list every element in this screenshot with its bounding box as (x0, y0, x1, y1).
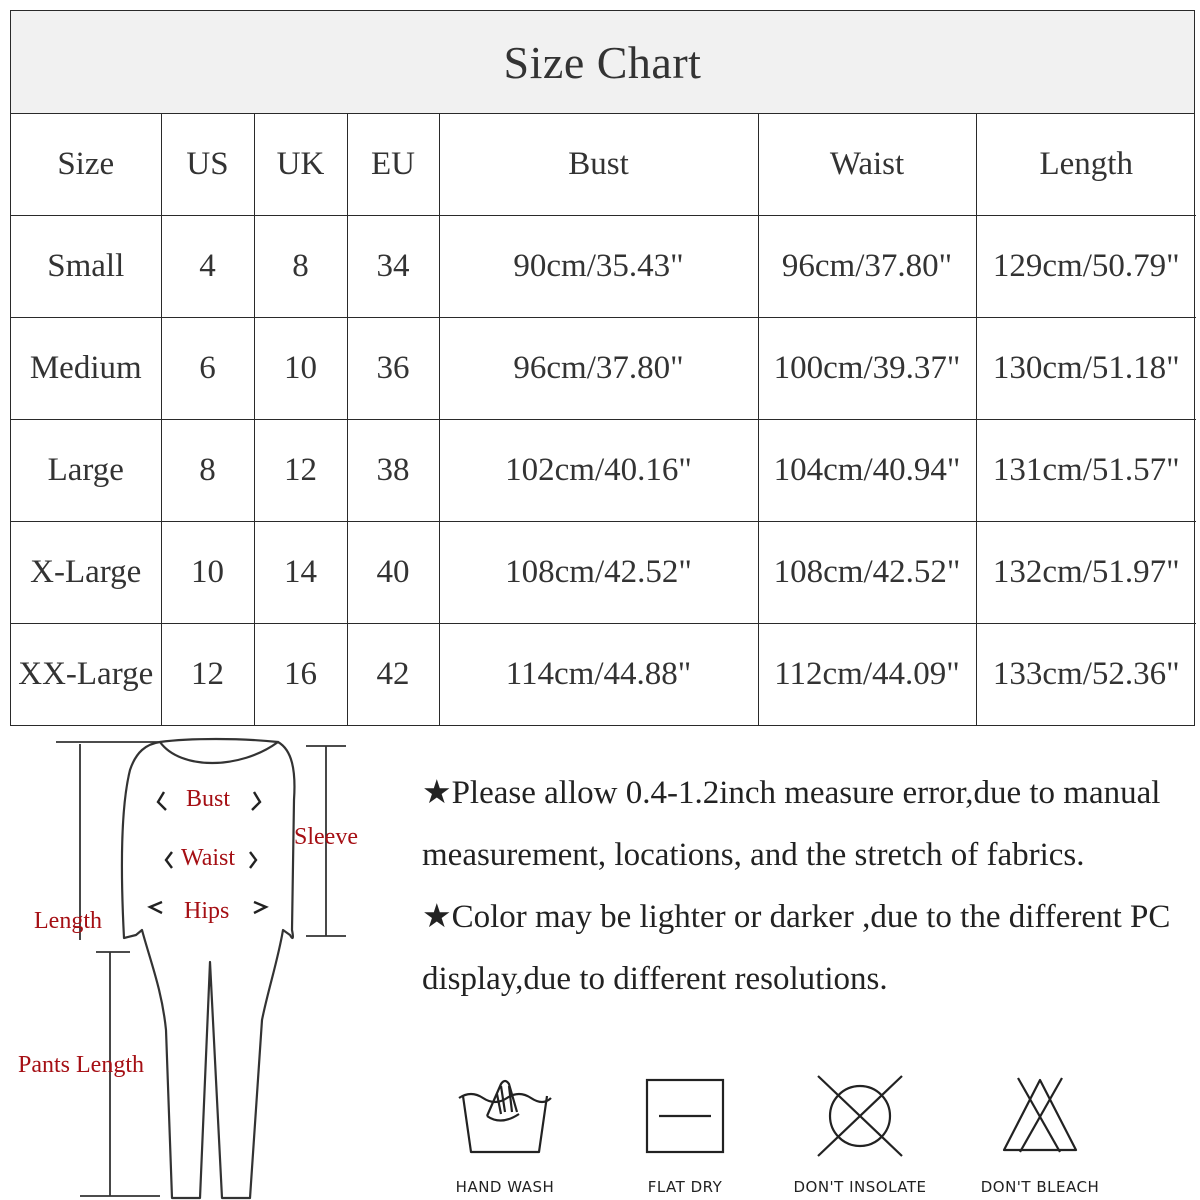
flat-dry-icon (637, 1072, 733, 1162)
cell-uk: 16 (254, 624, 347, 726)
cell-bust: 102cm/40.16" (439, 420, 758, 522)
care-hand-wash (420, 1072, 590, 1200)
cell-size: Large (11, 420, 161, 522)
size-table (11, 114, 1196, 725)
length-label: Length (34, 908, 102, 934)
care-label: FLAT DRY (647, 1178, 723, 1196)
cell-eu: 38 (347, 420, 439, 522)
sleeve-label: Sleeve (294, 824, 358, 850)
cell-bust: 96cm/37.80" (439, 318, 758, 420)
cell-length: 129cm/50.79" (976, 216, 1196, 318)
cell-us: 10 (161, 522, 254, 624)
care-do-not-bleach (955, 1072, 1125, 1200)
header-size: Size (11, 114, 161, 216)
do-not-bleach-icon (992, 1072, 1088, 1162)
care-do-not-insolate (775, 1072, 945, 1200)
header-uk: UK (254, 114, 347, 216)
care-label: HAND WASH (455, 1178, 555, 1196)
cell-size: X-Large (11, 522, 161, 624)
cell-size: XX-Large (11, 624, 161, 726)
cell-bust: 108cm/42.52" (439, 522, 758, 624)
cell-eu: 36 (347, 318, 439, 420)
note-measure-error: ★Please allow 0.4-1.2inch measure error,due to manual measurement, locations, and the stretch of fabrics. (422, 775, 1161, 873)
hips-label: Hips (184, 898, 230, 924)
care-label: DON'T BLEACH (980, 1178, 1100, 1196)
cell-uk: 10 (254, 318, 347, 420)
do-not-insolate-icon (812, 1072, 908, 1162)
measurement-figure (0, 730, 400, 1200)
chart-title: Size Chart (11, 11, 1194, 114)
cell-bust: 114cm/44.88" (439, 624, 758, 726)
cell-waist: 108cm/42.52" (758, 522, 976, 624)
table-row (11, 624, 1196, 726)
note-color: ★Color may be lighter or darker ,due to the different PC display,due to different resolutions. (422, 899, 1171, 997)
size-chart (10, 10, 1195, 726)
cell-eu: 34 (347, 216, 439, 318)
cell-eu: 40 (347, 522, 439, 624)
cell-waist: 112cm/44.09" (758, 624, 976, 726)
care-flat-dry (600, 1072, 770, 1200)
header-eu: EU (347, 114, 439, 216)
cell-us: 8 (161, 420, 254, 522)
cell-waist: 100cm/39.37" (758, 318, 976, 420)
cell-uk: 12 (254, 420, 347, 522)
waist-label: Waist (181, 845, 236, 871)
cell-length: 130cm/51.18" (976, 318, 1196, 420)
header-length: Length (976, 114, 1196, 216)
bust-label: Bust (186, 786, 231, 812)
cell-bust: 90cm/35.43" (439, 216, 758, 318)
header-bust: Bust (439, 114, 758, 216)
cell-us: 6 (161, 318, 254, 420)
header-us: US (161, 114, 254, 216)
hand-wash-icon (457, 1072, 553, 1162)
cell-length: 131cm/51.57" (976, 420, 1196, 522)
cell-waist: 96cm/37.80" (758, 216, 976, 318)
cell-length: 132cm/51.97" (976, 522, 1196, 624)
table-row (11, 216, 1196, 318)
care-label: DON'T INSOLATE (793, 1178, 927, 1196)
header-waist: Waist (758, 114, 976, 216)
cell-waist: 104cm/40.94" (758, 420, 976, 522)
table-row (11, 318, 1196, 420)
cell-uk: 8 (254, 216, 347, 318)
table-header-row (11, 114, 1196, 216)
cell-uk: 14 (254, 522, 347, 624)
cell-length: 133cm/52.36" (976, 624, 1196, 726)
cell-size: Small (11, 216, 161, 318)
cell-us: 4 (161, 216, 254, 318)
cell-us: 12 (161, 624, 254, 726)
table-row (11, 522, 1196, 624)
pants-length-label: Pants Length (18, 1052, 144, 1078)
cell-size: Medium (11, 318, 161, 420)
cell-eu: 42 (347, 624, 439, 726)
table-row (11, 420, 1196, 522)
notes (422, 762, 1192, 1010)
